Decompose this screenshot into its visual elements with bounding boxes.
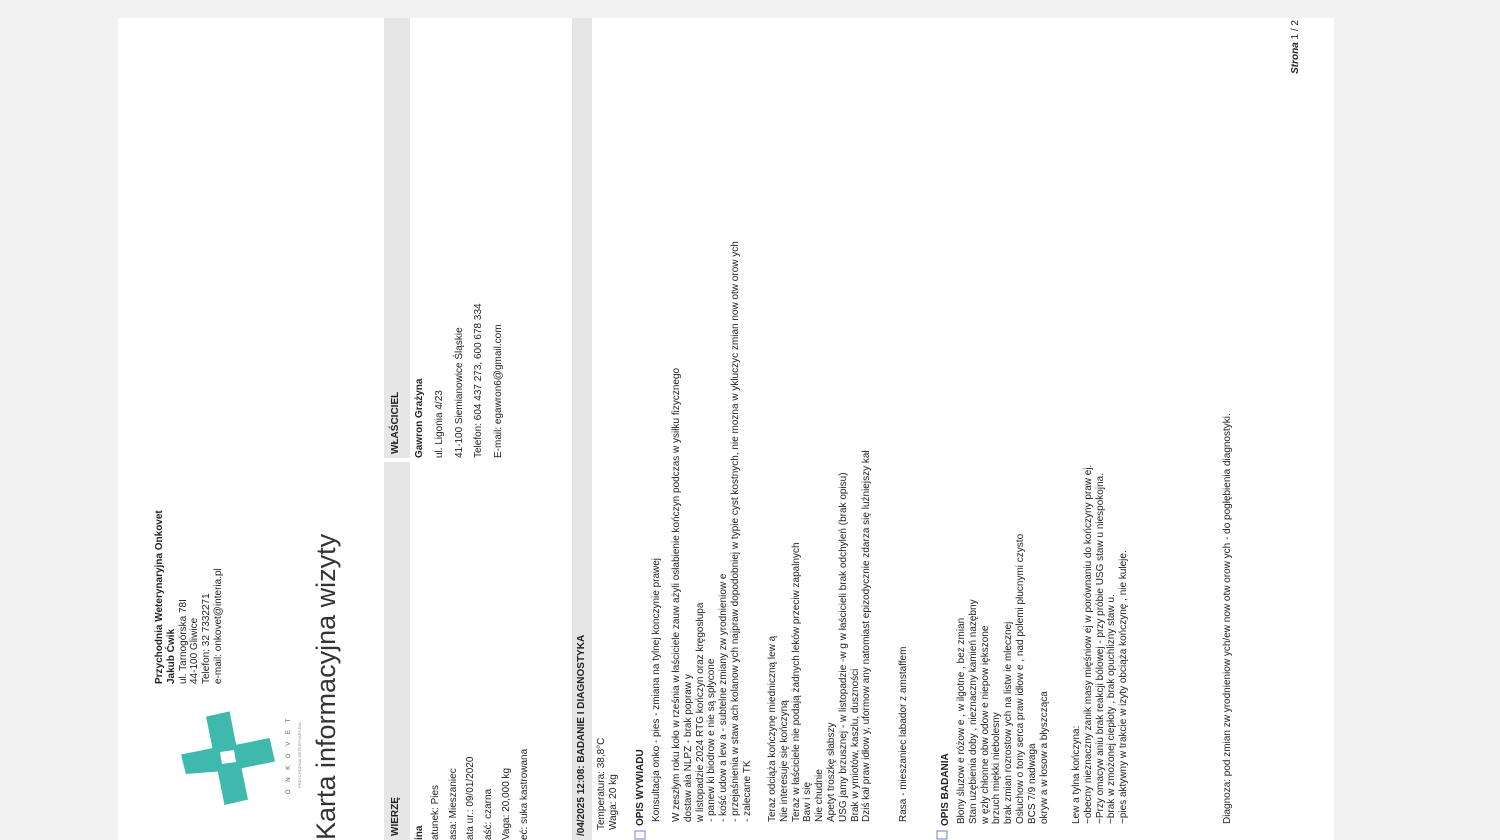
history-line: - kość udow a lew a - subtelne zmiany zw yrodnieniow e [718,573,730,822]
exam-line: ~pies aktywny w trakcie w izyty obciąża kończynę , nie kuleje. [1118,550,1130,824]
animal-weight: Vaga: 20,000 kg [500,767,512,840]
visit-weight: Waga: 20 kg [607,774,619,830]
history-line: Baw i się [802,781,814,822]
history-para-2 [767,22,873,822]
page-number-label: Strona [1290,42,1301,74]
logo-wordmark: O N K O V E T [286,715,292,795]
exam-title: OPIS BADANIA [940,753,951,826]
exam-line: Osłuchow o tony serca praw idłow e , nad polemi płucnymi czysto [1014,533,1026,824]
history-line: - panew ki biodrow e nie są spłycone [706,658,718,822]
history-line: Dziś kał praw idłow y, uformow any natomiast epizodycznie zdarza się luźniejszy kał [861,450,873,822]
clinic-doctor: Jakub Ćwik [165,628,177,684]
clinic-info [154,424,225,684]
animal-name: ina [414,825,425,840]
history-title: OPIS WYWIADU [635,749,646,826]
history-line: Nie interesuje się kończyną [778,700,790,822]
history-line: USG jamy brzusznej - w listopadzie -w g w łaścicieli brak odchyleń (brak opisu) [837,472,849,822]
owner-street: ul. Ligonia 4/23 [433,390,445,458]
exam-line: ~Przy omacyw aniu brak reakcji bólowej - przy próbie USG staw u niespokojna. [1094,473,1106,824]
history-line: Teraz odciąża kończynę miedniczną lew ą [767,635,778,822]
exam-line: brzuch miękki niebolesny [991,712,1003,824]
history-line: W zeszłym roku koło w rześnia w łaściciele zauw ażyli osłabienie kończyn podczas w ysiłku fizycznego [671,367,682,822]
clinic-city: 44-100 Gliwice [189,617,201,684]
animal-species: atunek: Pies [429,784,441,840]
logo-subtext: PRZYCHODNIA WETERYNARYJNA [297,722,302,788]
history-line: dostaw ała NLPZ - brak popraw y [682,674,694,822]
exam-line: ~obecny nieznaczny zanik masy mięśniow ej w porównaniu do kończyny praw ej. [1082,464,1094,824]
page-number [1290,20,1302,130]
history-line: w listopadzie 2024 RTG kończyn oraz kręgosłupa [694,602,706,822]
animal-details [414,462,531,840]
clinic-email: e-mail: onkovet@interia.pl [212,568,224,684]
history-line: - przejaśnienia w staw ach kolanow ych najpraw dopodobniej w typie cyst kostnych, nie mozna w ykluczyc zmian now otw orow ych [729,241,741,822]
exam-para-1 [956,24,1050,824]
exam-line: Lew a tylna kończyna: [1071,725,1082,824]
history-line: Brak w ymiotów, kaszlu, duszności [849,668,861,822]
exam-line: okryw a w łosow a błyszcząca [1038,691,1050,824]
clinic-logo [178,708,278,808]
page-title: Karta informacyjna wizyty [311,533,341,840]
history-breed-note: Rasa - mieszaniec labador z amstaffem [898,646,909,822]
owner-city: 41-100 Siemianowice Śląskie [453,327,465,458]
document-page [118,18,1334,840]
visit-header: /04/2025 12:08: BADANIE I DIAGNOSTYKA [572,18,592,840]
history-line: - zalecane TK [741,760,753,822]
animal-birthdate: ata ur.: 09/01/2020 [465,756,477,840]
history-line: Teraz w łaściciele nie podają żadnych leków przeciw zapalnych [790,542,802,822]
owner-details [414,18,505,458]
page-number-current: 1 [1290,33,1301,40]
owner-email: E-mail: egawron6@gmail.com [493,324,505,458]
visit-temperature: Temperatura: 38,8°C [596,737,607,830]
exam-line: Błony śluzow e różow e , w ilgotne , bez zmian [956,617,967,824]
owner-phone: Telefon: 604 437 273, 600 678 334 [473,303,485,458]
exam-line: Stan uzębienia doby , nieznaczny kamień nazębny [967,599,979,824]
rotated-page-content [118,18,1334,840]
document-icon [634,830,646,840]
exam-line: brak zmian rozrostow ych na listw ie mlecznej [1003,621,1015,824]
onkovet-cross-icon [178,708,278,808]
animal-breed: asa: Mieszaniec [447,768,459,840]
owner-name: Gawron Grażyna [414,378,425,458]
visit-vitals [596,530,620,830]
document-icon [936,830,948,840]
history-para-1 [671,22,754,822]
owner-section-header: WŁAŚCICIEL [384,18,410,458]
history-line: Apetyt troszkę słabszy [825,722,837,822]
clinic-phone: Telefon: 32 7332271 [201,593,213,684]
clinic-name: Przychodnia Weterynaryjna Onkovet [154,510,165,684]
diagnosis-text: Diagnoza: pod zmian zw yrodnieniow ych/ew now otw orow ych - do pogłębienia diagnostyki. [1222,413,1233,824]
exam-line: BCS 7/9 nadwaga [1026,743,1038,824]
animal-color: aść: czarna [483,788,495,840]
animal-section-header: WIERZĘ [384,462,410,840]
animal-sex: eć: suka kastrowana [518,748,530,840]
history-line: Nie chudnie [814,769,826,822]
history-intro: Konsultacja onko - pies - zmiana na tylnej konczynie prawej [651,557,662,822]
exam-line: ~brak w zmożonej ciepłoty , brak opuchlizny staw u. [1106,594,1118,824]
exam-para-2 [1071,24,1130,824]
page-number-total: / 2 [1290,20,1301,32]
clinic-street: ul. Tarnogórska 78I [177,599,189,684]
exam-line: w ęzły chłonne obw odow e niepow iększone [979,625,991,824]
